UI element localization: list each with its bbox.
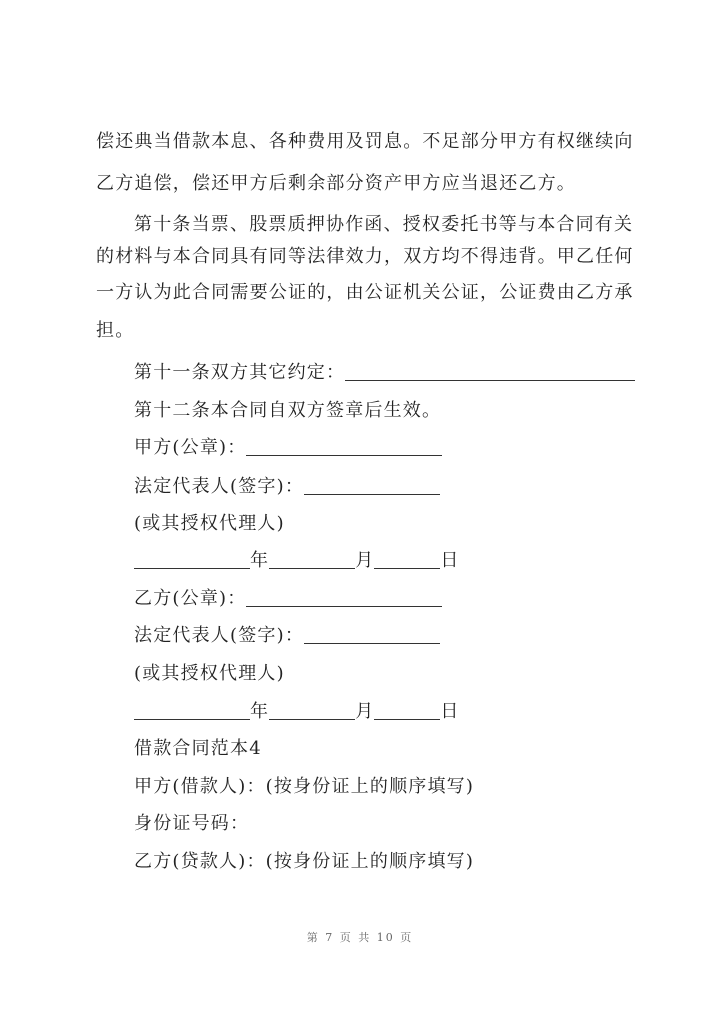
paragraph-line: 担。: [96, 320, 135, 341]
party-a-rep-blank[interactable]: [304, 476, 440, 495]
party-a-date: [134, 549, 460, 573]
party-a-month-blank[interactable]: [269, 550, 355, 569]
day-label: 日: [440, 701, 460, 722]
paragraph-line: 偿还典当借款本息、各种费用及罚息。不足部分甲方有权继续向: [96, 131, 634, 152]
party-b-year-blank[interactable]: [134, 701, 250, 720]
party-a-rep-label: 法定代表人(签字)：: [134, 476, 305, 497]
party-a-seal: [134, 436, 442, 460]
party-b-agent: (或其授权代理人): [134, 663, 285, 684]
paragraph-line: 一方认为此合同需要公证的，由公证机关公证，公证费由乙方承: [96, 282, 634, 303]
clause-11-label: 第十一条双方其它约定：: [134, 362, 346, 383]
party-a-day-blank[interactable]: [374, 550, 440, 569]
party-a-seal-label: 甲方(公章)：: [134, 437, 247, 458]
day-label: 日: [440, 550, 460, 571]
paragraph-line: 的材料与本合同具有同等法律效力，双方均不得违背。甲乙任何: [96, 246, 634, 267]
party-a-agent: (或其授权代理人): [134, 513, 285, 534]
template-4-title: 借款合同范本4: [134, 738, 262, 759]
party-b-rep: [134, 624, 440, 648]
month-label: 月: [355, 701, 375, 722]
party-b-month-blank[interactable]: [269, 701, 355, 720]
id-number-line: 身份证号码：: [134, 813, 250, 834]
party-b-day-blank[interactable]: [374, 701, 440, 720]
party-b-date: [134, 700, 460, 724]
party-b-rep-label: 法定代表人(签字)：: [134, 625, 305, 646]
paragraph-line: 乙方追偿，偿还甲方后剩余部分资产甲方应当退还乙方。: [96, 173, 576, 194]
lender-line: 甲方(借款人)：(按身份证上的顺序填写): [134, 776, 475, 797]
party-a-rep: [134, 475, 440, 499]
month-label: 月: [355, 550, 375, 571]
clause-12: 第十二条本合同自双方签章后生效。: [134, 400, 442, 421]
page-number-footer: 第 7 页 共 10 页: [306, 931, 414, 944]
party-a-year-blank[interactable]: [134, 550, 250, 569]
party-b-seal-label: 乙方(公章)：: [134, 588, 247, 609]
year-label: 年: [250, 701, 270, 722]
year-label: 年: [250, 550, 270, 571]
party-b-seal-blank[interactable]: [246, 588, 442, 607]
borrower-line: 乙方(贷款人)：(按身份证上的顺序填写): [134, 851, 475, 872]
paragraph-line: 第十条当票、股票质押协作函、授权委托书等与本合同有关: [134, 214, 634, 235]
party-b-rep-blank[interactable]: [304, 625, 440, 644]
clause-11-blank[interactable]: [345, 362, 635, 381]
party-b-seal: [134, 587, 442, 611]
clause-11: [134, 361, 635, 385]
party-a-seal-blank[interactable]: [246, 437, 442, 456]
